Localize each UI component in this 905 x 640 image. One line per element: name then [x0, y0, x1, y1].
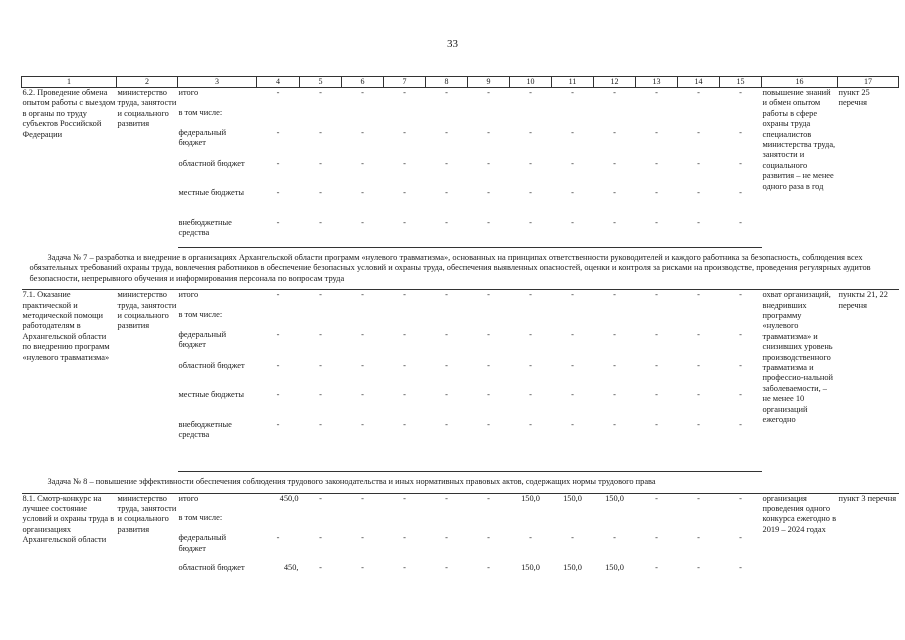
value-dash: - — [571, 533, 574, 543]
value-dash: - — [384, 420, 426, 472]
value-dash: - — [697, 187, 700, 197]
value-dash: - — [613, 88, 616, 97]
value-dash: - — [361, 127, 364, 137]
value-dash: - — [487, 563, 490, 573]
value-dash: - — [403, 493, 406, 503]
value-dash: - — [445, 533, 448, 543]
value-dash: - — [361, 290, 364, 300]
value-dash: - — [739, 360, 742, 370]
funding-source: областной бюджет — [178, 158, 245, 168]
year-value: 150,0 — [605, 493, 624, 503]
value-dash: - — [613, 187, 616, 197]
value-dash: - — [697, 290, 700, 300]
column-number: 2 — [117, 77, 178, 88]
value-dash: - — [487, 127, 490, 137]
task-row — [22, 248, 899, 290]
value-dash: - — [403, 329, 406, 339]
funding-source: областной бюджет — [178, 563, 245, 573]
value-dash: - — [529, 360, 532, 370]
value-dash: - — [571, 187, 574, 197]
column-number: 13 — [636, 77, 678, 88]
value-dash: - — [257, 420, 300, 472]
value-dash: - — [552, 420, 594, 472]
funding-source: внебюджетные средства — [178, 420, 257, 472]
total-value: 450, — [283, 563, 299, 573]
value-dash: - — [487, 187, 490, 197]
column-number: 8 — [426, 77, 468, 88]
value-dash: - — [739, 127, 742, 137]
value-dash: - — [487, 533, 490, 543]
value-dash: - — [613, 158, 616, 168]
value-dash: - — [361, 88, 364, 97]
value-dash: - — [697, 158, 700, 168]
total-value: 450,0 — [279, 493, 299, 503]
value-dash: - — [552, 218, 594, 248]
value-dash: - — [361, 389, 364, 399]
value-dash: - — [319, 290, 322, 300]
value-dash: - — [613, 329, 616, 339]
column-number: 12 — [594, 77, 636, 88]
funding-source: в том числе: — [178, 513, 223, 523]
value-dash: - — [739, 290, 742, 300]
value-dash: - — [403, 158, 406, 168]
empty-cell — [342, 310, 384, 330]
value-dash: - — [697, 88, 700, 97]
value-dash: - — [613, 127, 616, 137]
value-dash: - — [655, 187, 658, 197]
funding-source: федеральный бюджет — [178, 127, 227, 147]
value-dash: - — [613, 360, 616, 370]
empty-cell — [594, 513, 636, 533]
value-dash: - — [655, 389, 658, 399]
value-dash: - — [445, 329, 448, 339]
value-dash: - — [361, 533, 364, 543]
value-dash: - — [319, 533, 322, 543]
value-dash: - — [319, 563, 322, 573]
value-dash: - — [571, 158, 574, 168]
value-dash: - — [697, 329, 700, 339]
value-dash: - — [361, 360, 364, 370]
value-dash: - — [655, 158, 658, 168]
value-dash: - — [319, 88, 322, 97]
empty-cell — [468, 513, 510, 533]
column-number: 16 — [762, 77, 838, 88]
value-dash: - — [276, 187, 280, 197]
value-dash: - — [276, 533, 280, 543]
value-dash: - — [487, 360, 490, 370]
value-dash: - — [403, 127, 406, 137]
empty-cell — [552, 108, 594, 128]
task-7-heading: Задача № 7 – разработка и внедрение в организациях Архангельской области программ «нулевого травматизма», основанных на принципах ответственности руководителей и каждого работника за безопасность, соблюдения всех обязательных требований охраны труда, вовлечения работников в обеспечение безопасных условий и охраны труда, обеспечения выявленных опасностей, оценки и контроля за рисками на производстве, проведения регулярных аудитов безопасности, непрерывного обучения и информирования персонала по вопросам труда — [22, 248, 899, 290]
table-row — [22, 88, 899, 108]
funding-source: итого — [178, 493, 199, 503]
value-dash: - — [276, 329, 280, 339]
empty-cell — [720, 108, 762, 128]
value-dash: - — [655, 360, 658, 370]
task-8-heading: Задача № 8 – повышение эффективности обеспечения соблюдения трудового законодательства и иных нормативных правовых актов, содержащих нормы трудового права — [22, 472, 899, 493]
empty-cell — [468, 108, 510, 128]
value-dash: - — [571, 88, 574, 97]
value-dash: - — [403, 88, 406, 97]
value-dash: - — [319, 360, 322, 370]
column-number: 5 — [300, 77, 342, 88]
funding-source: местные бюджеты — [178, 187, 245, 197]
value-dash: - — [276, 290, 280, 300]
value-dash: - — [529, 88, 532, 97]
value-dash: - — [655, 493, 658, 503]
value-dash: - — [529, 127, 532, 137]
measure-name: 7.1. Оказание практической и методической помощи работодателям в Архангельской области по внедрению программ «нулевого травматизма» — [22, 290, 110, 362]
funding-source: федеральный бюджет — [178, 329, 227, 350]
empty-cell — [468, 310, 510, 330]
column-number: 11 — [552, 77, 594, 88]
funding-source: итого — [178, 290, 199, 300]
empty-cell — [510, 108, 552, 128]
funding-source: итого — [178, 88, 199, 97]
table-row — [22, 290, 899, 310]
value-dash: - — [445, 493, 448, 503]
expected-result: охват организаций, внедривших программу «нулевого травматизма» и снизивших уровень производственного травматизма и профессио-нальной заболеваемости, – не менее 10 организаций ежегодно — [762, 290, 834, 425]
value-dash: - — [276, 158, 280, 168]
value-dash: - — [655, 88, 658, 97]
value-dash: - — [655, 329, 658, 339]
value-dash: - — [678, 420, 720, 472]
value-dash: - — [276, 127, 280, 137]
empty-cell — [636, 513, 678, 533]
value-dash: - — [426, 420, 468, 472]
value-dash: - — [276, 88, 280, 97]
value-dash: - — [403, 563, 406, 573]
value-dash: - — [655, 563, 658, 573]
column-number: 9 — [468, 77, 510, 88]
value-dash: - — [445, 360, 448, 370]
value-dash: - — [739, 493, 742, 503]
empty-cell — [552, 513, 594, 533]
empty-cell — [720, 513, 762, 533]
empty-cell — [720, 310, 762, 330]
value-dash: - — [739, 158, 742, 168]
value-dash: - — [257, 218, 300, 248]
funding-source: федеральный бюджет — [178, 533, 227, 553]
value-dash: - — [739, 389, 742, 399]
executor: министерство труда, занятости и социального развития — [117, 493, 177, 534]
value-dash: - — [739, 88, 742, 97]
value-dash: - — [594, 218, 636, 248]
empty-cell — [300, 513, 342, 533]
value-dash: - — [720, 218, 762, 248]
value-dash: - — [319, 158, 322, 168]
value-dash: - — [510, 420, 552, 472]
column-number: 15 — [720, 77, 762, 88]
value-dash: - — [361, 158, 364, 168]
column-number: 1 — [22, 77, 117, 88]
funding-source: областной бюджет — [178, 360, 245, 370]
value-dash: - — [529, 533, 532, 543]
value-dash: - — [613, 389, 616, 399]
column-number: 10 — [510, 77, 552, 88]
value-dash: - — [445, 88, 448, 97]
program-table — [21, 76, 899, 593]
value-dash: - — [697, 127, 700, 137]
funding-source: местные бюджеты — [178, 389, 245, 399]
column-number: 7 — [384, 77, 426, 88]
value-dash: - — [361, 329, 364, 339]
empty-cell — [342, 513, 384, 533]
year-value: 150,0 — [563, 563, 582, 573]
empty-cell — [342, 108, 384, 128]
value-dash: - — [487, 88, 490, 97]
value-dash: - — [361, 563, 364, 573]
value-dash: - — [571, 329, 574, 339]
value-dash: - — [510, 218, 552, 248]
empty-cell — [257, 513, 300, 533]
empty-cell — [678, 310, 720, 330]
value-dash: - — [571, 290, 574, 300]
value-dash: - — [319, 493, 322, 503]
value-dash: - — [319, 187, 322, 197]
column-number: 17 — [838, 77, 899, 88]
expected-result: повышение знаний и обмен опытом работы в сфере охраны труда специалистов министерства труда, занятости и социального развития – не менее одного раза в год — [762, 88, 836, 191]
funding-source: в том числе: — [178, 309, 223, 319]
value-dash: - — [487, 493, 490, 503]
value-dash: - — [468, 218, 510, 248]
value-dash: - — [445, 187, 448, 197]
value-dash: - — [445, 158, 448, 168]
value-dash: - — [445, 389, 448, 399]
table-row — [22, 493, 899, 513]
value-dash: - — [445, 563, 448, 573]
value-dash: - — [468, 420, 510, 472]
page-number: 33 — [447, 38, 458, 50]
empty-cell — [384, 310, 426, 330]
value-dash: - — [487, 290, 490, 300]
plan-reference: пункт 3 перечня — [838, 493, 897, 503]
empty-cell — [384, 108, 426, 128]
plan-reference: пункты 21, 22 перечня — [838, 290, 888, 310]
value-dash: - — [384, 218, 426, 248]
value-dash: - — [739, 563, 742, 573]
value-dash: - — [529, 187, 532, 197]
column-number: 14 — [678, 77, 720, 88]
year-value: 150,0 — [521, 493, 540, 503]
value-dash: - — [697, 389, 700, 399]
value-dash: - — [739, 187, 742, 197]
value-dash: - — [697, 493, 700, 503]
value-dash: - — [487, 158, 490, 168]
value-dash: - — [342, 218, 384, 248]
expected-result: организация проведения одного конкурса ежегодно в 2019 – 2024 годах — [762, 493, 837, 534]
empty-cell — [594, 310, 636, 330]
value-dash: - — [594, 420, 636, 472]
empty-cell — [426, 310, 468, 330]
value-dash: - — [571, 389, 574, 399]
value-dash: - — [529, 290, 532, 300]
value-dash: - — [403, 360, 406, 370]
value-dash: - — [529, 158, 532, 168]
measure-name: 8.1. Смотр-конкурс на лучшее состояние условий и охраны труда в организациях Архангельской области — [22, 493, 115, 545]
value-dash: - — [403, 389, 406, 399]
value-dash: - — [739, 533, 742, 543]
empty-cell — [300, 108, 342, 128]
empty-cell — [426, 108, 468, 128]
value-dash: - — [403, 533, 406, 543]
value-dash: - — [613, 290, 616, 300]
empty-cell — [636, 310, 678, 330]
value-dash: - — [319, 329, 322, 339]
value-dash: - — [529, 329, 532, 339]
value-dash: - — [720, 420, 762, 472]
value-dash: - — [403, 290, 406, 300]
value-dash: - — [655, 127, 658, 137]
measure-name: 6.2. Проведение обмена опытом работы с выездом в органы по труду субъектов Российской Федерации — [22, 88, 116, 139]
funding-source: в том числе: — [178, 107, 223, 117]
year-value: 150,0 — [605, 563, 624, 573]
value-dash: - — [697, 563, 700, 573]
empty-cell — [510, 513, 552, 533]
value-dash: - — [636, 420, 678, 472]
value-dash: - — [697, 533, 700, 543]
empty-cell — [636, 108, 678, 128]
value-dash: - — [678, 218, 720, 248]
plan-reference: пункт 25 перечня — [838, 88, 870, 108]
value-dash: - — [361, 493, 364, 503]
value-dash: - — [426, 218, 468, 248]
executor: министерство труда, занятости и социального развития — [117, 88, 177, 129]
empty-cell — [257, 310, 300, 330]
value-dash: - — [655, 533, 658, 543]
value-dash: - — [697, 360, 700, 370]
value-dash: - — [529, 389, 532, 399]
value-dash: - — [319, 127, 322, 137]
column-number-row — [22, 77, 899, 88]
column-number: 6 — [342, 77, 384, 88]
value-dash: - — [487, 389, 490, 399]
executor: министерство труда, занятости и социального развития — [117, 290, 177, 331]
value-dash: - — [276, 389, 280, 399]
value-dash: - — [300, 420, 342, 472]
value-dash: - — [445, 127, 448, 137]
funding-source: внебюджетные средства — [178, 218, 257, 248]
value-dash: - — [613, 533, 616, 543]
year-value: 150,0 — [521, 563, 540, 573]
year-value: 150,0 — [563, 493, 582, 503]
empty-cell — [384, 513, 426, 533]
value-dash: - — [403, 187, 406, 197]
empty-cell — [594, 108, 636, 128]
value-dash: - — [276, 360, 280, 370]
value-dash: - — [319, 389, 322, 399]
empty-cell — [426, 513, 468, 533]
value-dash: - — [739, 329, 742, 339]
empty-cell — [300, 310, 342, 330]
value-dash: - — [655, 290, 658, 300]
column-number: 3 — [178, 77, 257, 88]
empty-cell — [678, 108, 720, 128]
value-dash: - — [361, 187, 364, 197]
empty-cell — [678, 513, 720, 533]
task-row — [22, 472, 899, 493]
empty-cell — [257, 108, 300, 128]
empty-cell — [552, 310, 594, 330]
value-dash: - — [487, 329, 490, 339]
empty-cell — [510, 310, 552, 330]
value-dash: - — [445, 290, 448, 300]
value-dash: - — [342, 420, 384, 472]
value-dash: - — [571, 360, 574, 370]
column-number: 4 — [257, 77, 300, 88]
value-dash: - — [571, 127, 574, 137]
value-dash: - — [636, 218, 678, 248]
value-dash: - — [300, 218, 342, 248]
